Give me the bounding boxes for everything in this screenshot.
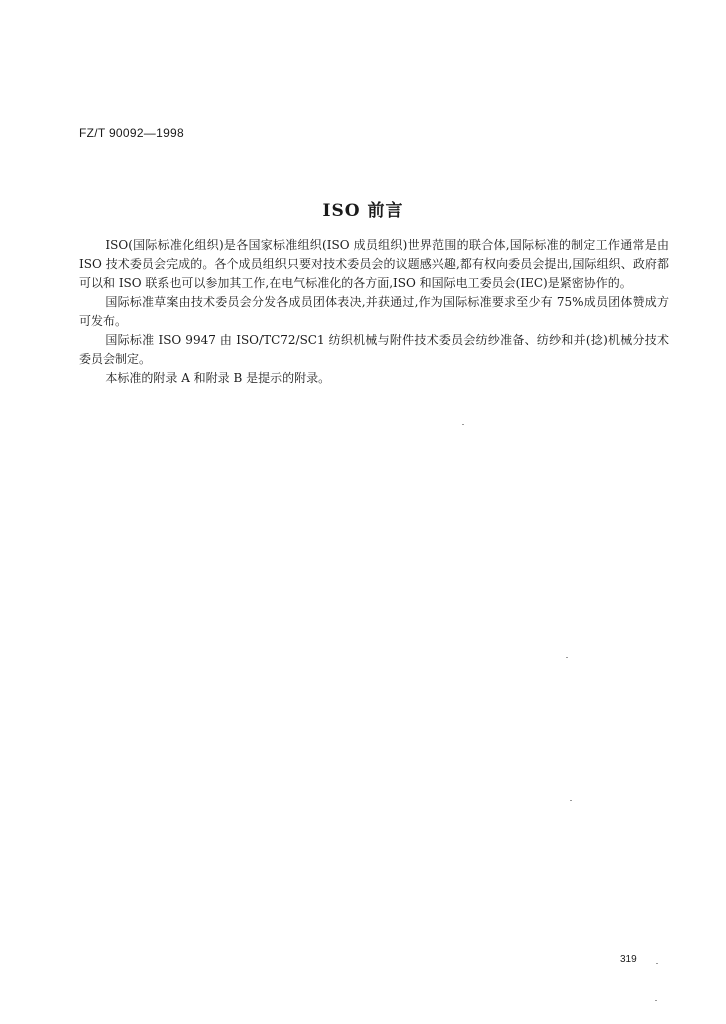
page-number: 319 [620,954,637,965]
scan-speck [566,657,568,658]
standard-code: FZ/T 90092—1998 [79,126,185,140]
page-title: ISO 前言 [322,201,404,221]
scan-speck [462,424,464,425]
paragraph-iso-intro: ISO(国际标准化组织)是各国家标准组织(ISO 成员组织)世界范围的联合体,国际标准的制定工作通常是由 ISO 技术委员会完成的。各个成员组织只要对技术委员会的议题感兴趣,都有权向委员会提出,国际组织、政府都可以和 ISO 联系也可以参加其工作,在电气标准化的各方面,ISO 和国际电工委员会(IEC)是紧密协作的。 [79,238,669,290]
paragraph-iso-9947: 国际标准 ISO 9947 由 ISO/TC72/SC1 纺织机械与附件技术委员会纺纱准备、纺纱和并(捻)机械分技术委员会制定。 [79,333,669,366]
scan-speck [656,963,658,964]
paragraph-draft-voting: 国际标准草案由技术委员会分发各成员团体表决,并获通过,作为国际标准要求至少有 75%成员团体赞成方可发布。 [79,295,669,328]
scan-speck [570,800,572,801]
body-text [79,236,669,388]
scan-speck [655,1000,657,1001]
paragraph-appendix: 本标准的附录 A 和附录 B 是提示的附录。 [105,371,331,385]
